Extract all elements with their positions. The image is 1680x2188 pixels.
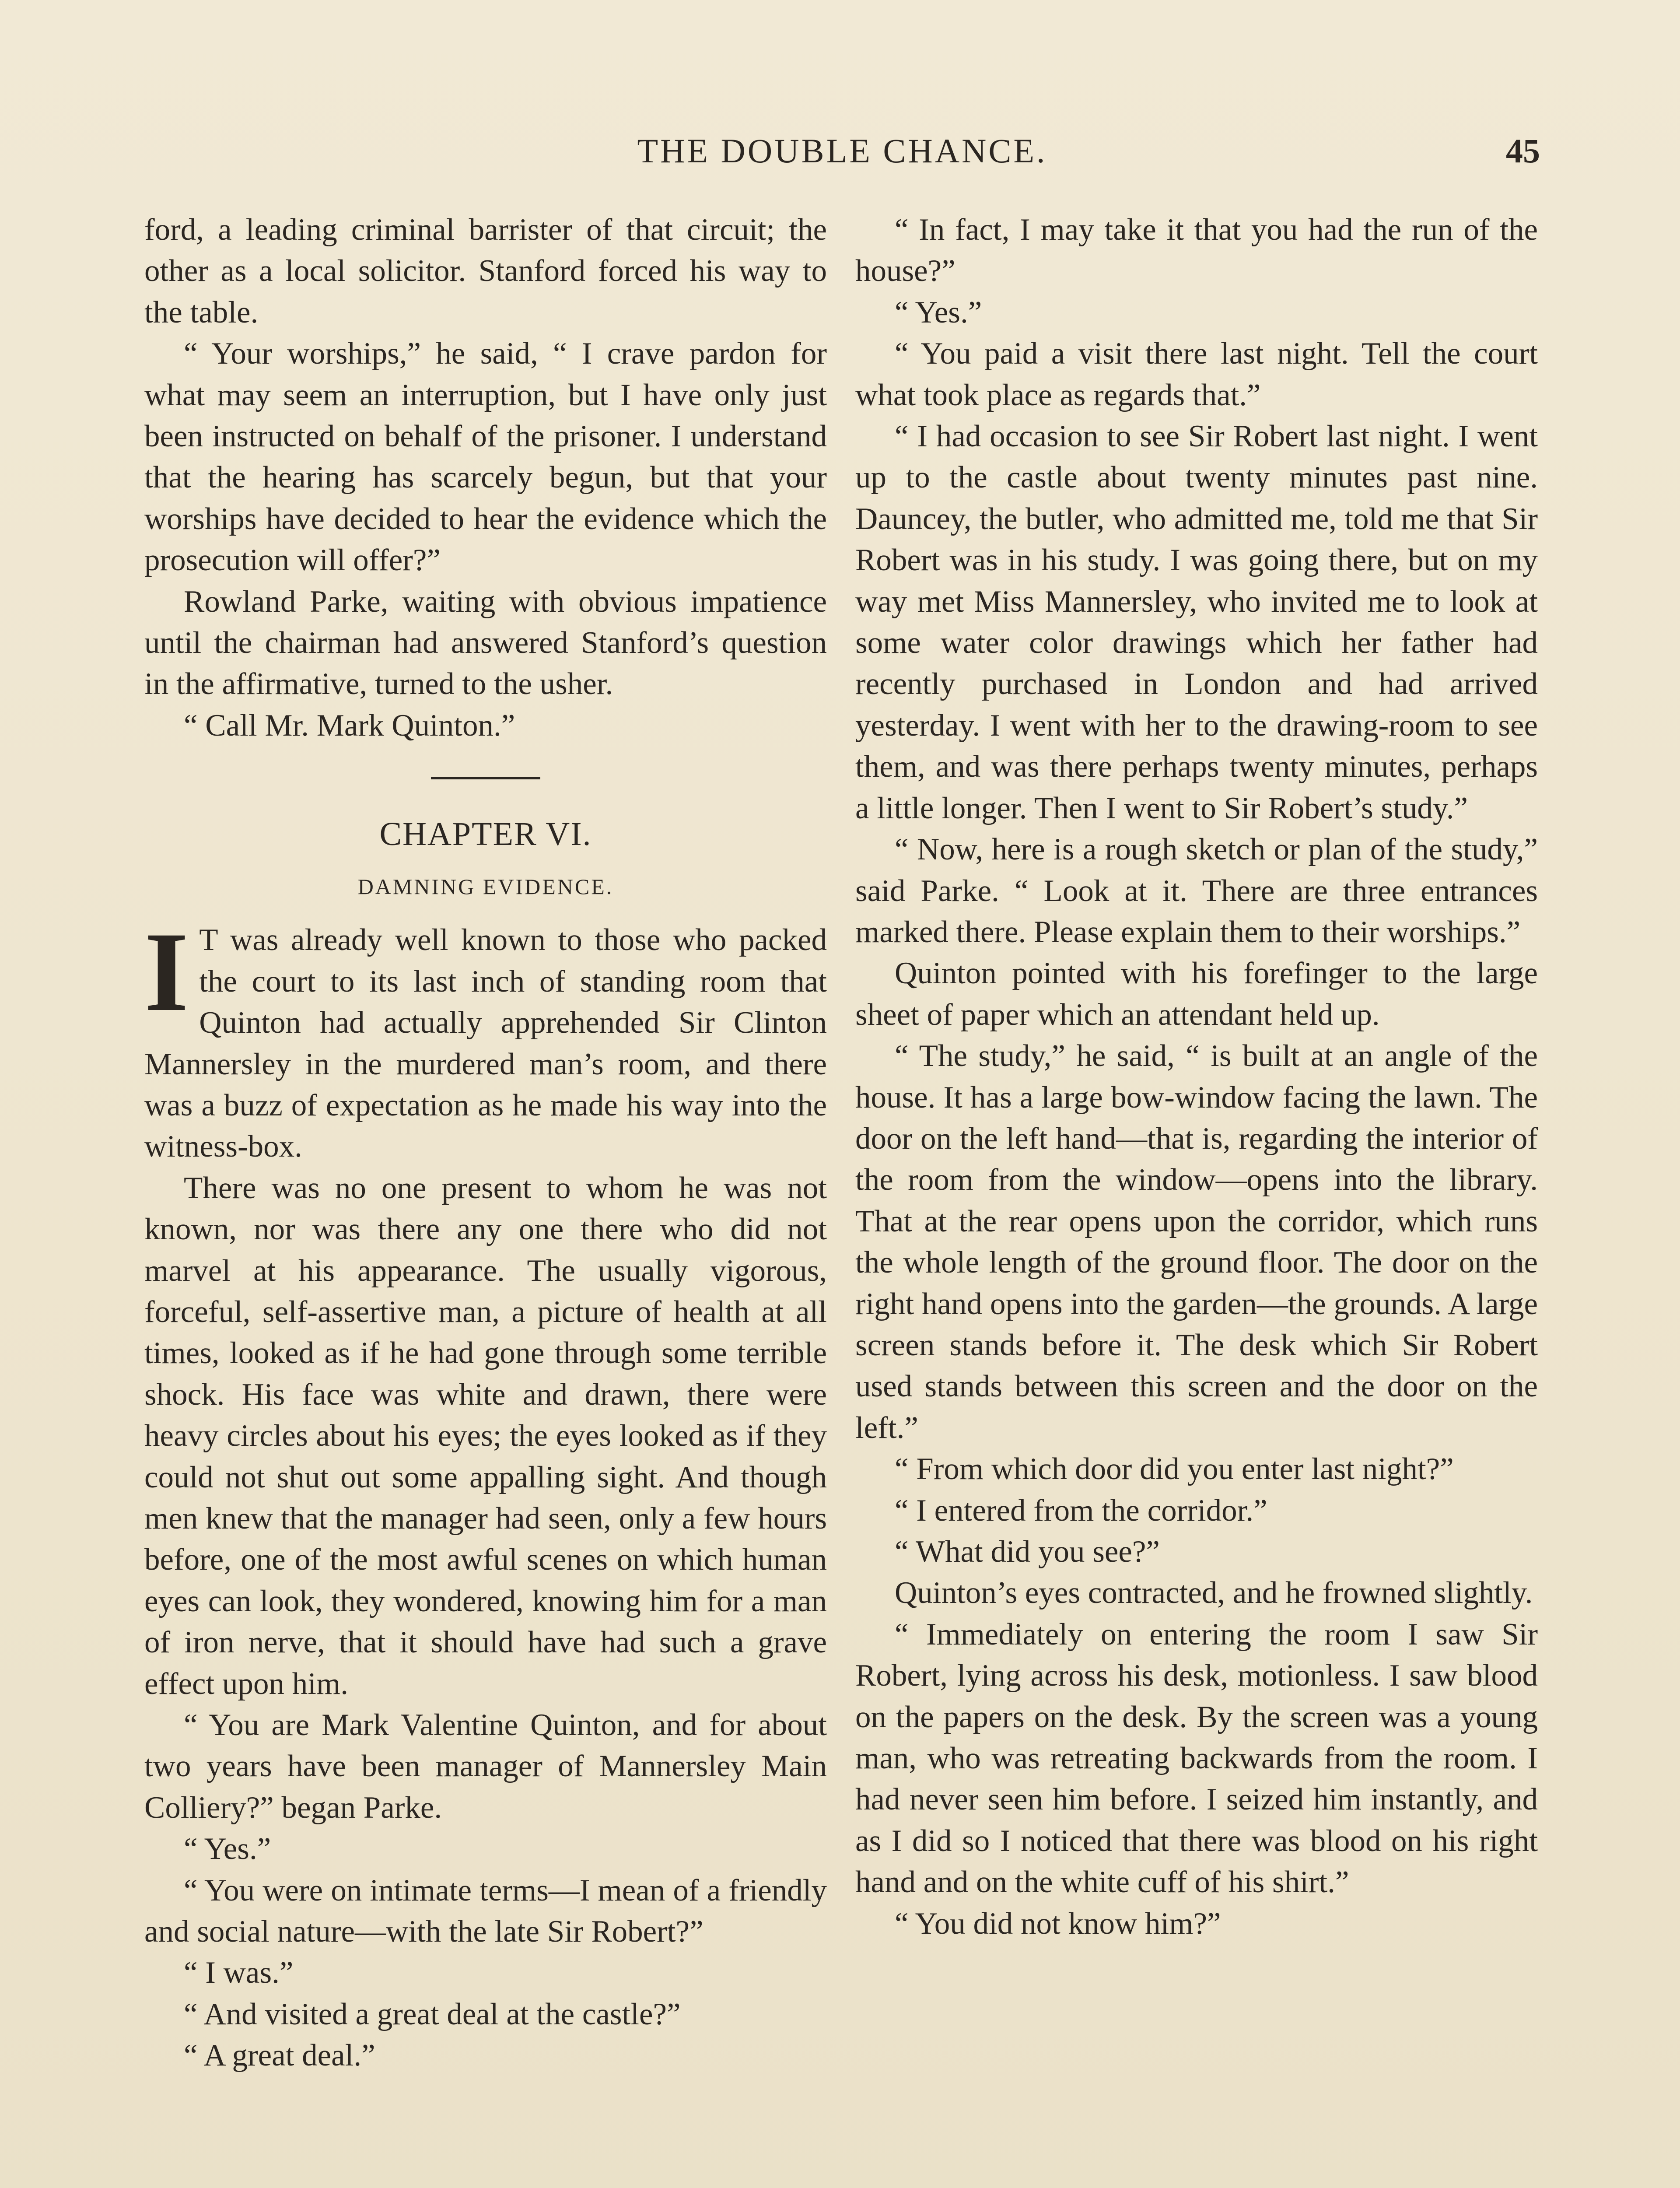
paragraph: “ Yes.” — [184, 1832, 271, 1866]
page-number: 45 — [1506, 132, 1540, 170]
paragraph: “ Immediately on entering the room I saw Sir Robert, lying across his desk, motionless. I saw blood on the papers on the desk. By the screen was a young man, who was retreating backwards from the room. I had never seen him before. I seized him instantly, and as I did so I noticed that there was blood on his right hand and on the white cuff of his shirt.” — [855, 1617, 1538, 1900]
paragraph: “ What did you see?” — [895, 1535, 1160, 1569]
paragraph: “ I had occasion to see Sir Robert last night. I went up to the castle about twenty minutes past nine. Dauncey, the butler, who admitted me, told me that Sir Robert was in his study. I was going there, but on my way met Miss Mannersley, who invited me to look at some water color drawings which her father had recently purchased in London and had arrived yesterday. I went with her to the drawing-room to see them, and was there perhaps twenty minutes, perhaps a little longer. Then I went to Sir Robert’s study.” — [855, 419, 1538, 825]
chapter-subtitle: DAMNING EVIDENCE. — [357, 874, 614, 899]
section-divider — [431, 777, 540, 779]
paragraph: “ A great deal.” — [184, 2038, 375, 2073]
paragraph: “ I entered from the corridor.” — [895, 1493, 1267, 1528]
paragraph: Quinton pointed with his forefinger to the large sheet of paper which an attendant held up. — [855, 956, 1538, 1032]
paragraph: “ The study,” he said, “ is built at an angle of the house. It has a large bow-window facing the lawn. The door on the left hand—that is, regarding the interior of the room from the window—opens into the library. That at the rear opens upon the corridor, which runs the whole length of the ground floor. The door on the right hand opens into the garden—the grounds. A large screen stands before it. The desk which Sir Robert used stands between this screen and the door on the left.” — [855, 1039, 1538, 1445]
drop-cap: I — [144, 909, 189, 1035]
paragraph: ford, a leading criminal barrister of that circuit; the other as a local solicitor. Stanford forced his way to the table. — [144, 213, 827, 330]
opening-text: T was already well known to those who packed the court to its last inch of standing room that Quinton had actually apprehended Sir Clinton Mannersley in the murdered man’s room, and there was a buzz of expectation as he made his way into the witness-box. — [144, 923, 827, 1164]
paragraph: “ Now, here is a rough sketch or plan of the study,” said Parke. “ Look at it. There are three entrances marked there. Please explain them to their worships.” — [855, 832, 1538, 949]
page-header — [144, 131, 1540, 179]
paragraph: “ You did not know him?” — [895, 1906, 1221, 1941]
paragraph: “ And visited a great deal at the castle?” — [184, 1997, 681, 2031]
paragraph: “ Call Mr. Mark Quinton.” — [184, 708, 515, 743]
paragraph: “ In fact, I may take it that you had the run of the house?” — [855, 213, 1538, 288]
paragraph: “ I was.” — [184, 1956, 294, 1990]
right-column — [855, 209, 1538, 1944]
paragraph: “ From which door did you enter last night?” — [895, 1452, 1454, 1487]
paragraph: “ You are Mark Valentine Quinton, and for about two years have been manager of Mannersley Main Colliery?” began Parke. — [144, 1708, 827, 1825]
paragraph: “ You were on intimate terms—I mean of a friendly and social nature—with the late Sir Robert?” — [144, 1873, 827, 1949]
paragraph: There was no one present to whom he was not known, nor was there any one there who did not marvel at his appearance. The usually vigorous, forceful, self-assertive man, a picture of health at all times, looked as if he had gone through some terrible shock. His face was white and drawn, there were heavy circles about his eyes; the eyes looked as if they could not shut out some appalling sight. And though men knew that the manager had seen, only a few hours before, one of the most awful scenes on which human eyes can look, they wondered, knowing him for a man of iron nerve, that it should have had such a grave effect upon him. — [144, 1171, 827, 1701]
paragraph: “ Your worships,” he said, “ I crave pardon for what may seem an interruption, but I have only just been instructed on behalf of the prisoner. I understand that the hearing has scarcely begun, but that your worships have decided to hear the evidence which the prosecution will offer?” — [144, 337, 827, 578]
running-title: THE DOUBLE CHANCE. — [637, 132, 1047, 170]
paragraph: “ You paid a visit there last night. Tell the court what took place as regards that.” — [855, 337, 1538, 412]
paragraph: “ Yes.” — [895, 295, 982, 330]
left-column — [144, 209, 827, 2076]
chapter-opening-paragraph — [144, 909, 827, 1167]
paragraph: Quinton’s eyes contracted, and he frowned slightly. — [895, 1576, 1533, 1610]
paragraph: Rowland Parke, waiting with obvious impatience until the chairman had answered Stanford’s question in the affirmative, turned to the usher. — [144, 584, 827, 701]
chapter-heading: CHAPTER VI. — [379, 816, 592, 853]
